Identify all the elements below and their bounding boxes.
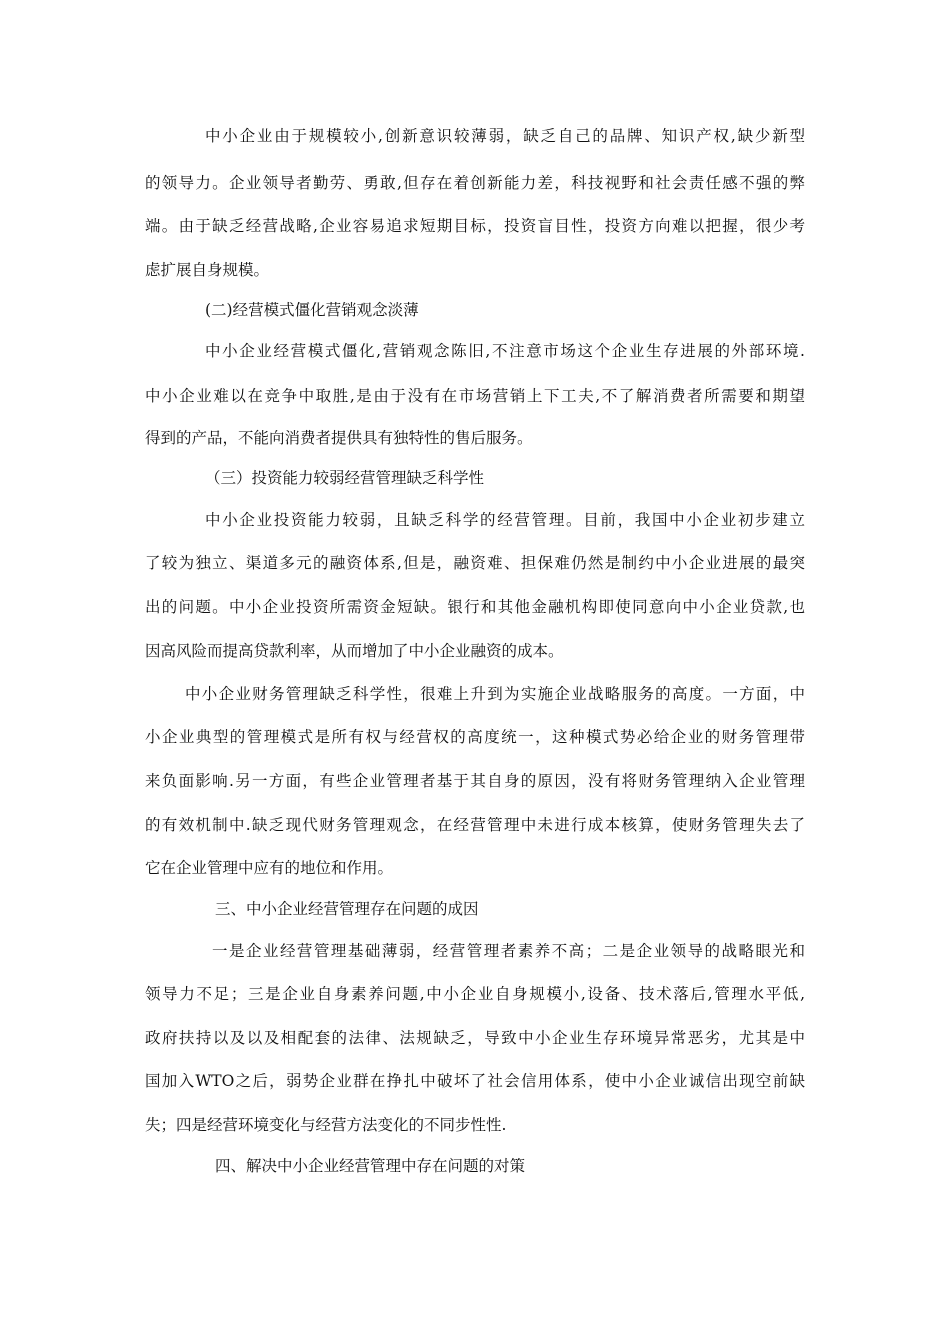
paragraph-1-line-4: 虑扩展自身规模。 bbox=[145, 261, 270, 279]
section-heading-three: 三、中小企业经营管理存在问题的成因 bbox=[215, 900, 479, 918]
paragraph-1-line-2: 的领导力。企业领导者勤劳、勇敢,但存在着创新能力差，科技视野和社会责任感不强的弊 bbox=[145, 174, 805, 192]
paragraph-5-line-1: 一是企业经营管理基础薄弱，经营管理者素养不高；二是企业领导的战略眼光和 bbox=[212, 942, 805, 960]
section-heading-2: (二)经营模式僵化营销观念淡薄 bbox=[205, 301, 419, 319]
paragraph-3-line-3: 出的问题。中小企业投资所需资金短缺。银行和其他金融机构即使同意向中小企业贷款,也 bbox=[145, 598, 805, 616]
paragraph-4-line-1: 中小企业财务管理缺乏科学性，很难上升到为实施企业战略服务的高度。一方面，中 bbox=[185, 685, 805, 703]
paragraph-4-line-3: 来负面影响.另一方面，有些企业管理者基于其自身的原因，没有将财务管理纳入企业管理 bbox=[145, 772, 805, 790]
section-heading-four: 四、解决中小企业经营管理中存在问题的对策 bbox=[215, 1157, 526, 1175]
paragraph-5-line-4: 国加入WTO之后，弱势企业群在挣扎中破坏了社会信用体系，使中小企业诚信出现空前缺 bbox=[145, 1072, 805, 1090]
paragraph-4-line-2: 小企业典型的管理模式是所有权与经营权的高度统一，这种模式势必给企业的财务管理带 bbox=[145, 728, 805, 746]
paragraph-2-line-3: 得到的产品，不能向消费者提供具有独特性的售后服务。 bbox=[145, 429, 533, 447]
paragraph-4-line-4: 的有效机制中.缺乏现代财务管理观念，在经营管理中未进行成本核算，使财务管理失去了 bbox=[145, 816, 805, 834]
paragraph-3-line-1: 中小企业投资能力较弱，且缺乏科学的经营管理。目前，我国中小企业初步建立 bbox=[205, 511, 805, 529]
paragraph-2-line-1: 中小企业经营模式僵化,营销观念陈旧,不注意市场这个企业生存进展的外部环境. bbox=[205, 342, 805, 360]
paragraph-3-line-4: 因高风险而提高贷款利率，从而增加了中小企业融资的成本。 bbox=[145, 642, 564, 660]
paragraph-4-line-5: 它在企业管理中应有的地位和作用。 bbox=[145, 859, 394, 877]
paragraph-5-line-2: 领导力不足；三是企业自身素养问题,中小企业自身规模小,设备、技术落后,管理水平低, bbox=[145, 985, 805, 1003]
paragraph-3-line-2: 了较为独立、渠道多元的融资体系,但是，融资难、担保难仍然是制约中小企业进展的最突 bbox=[145, 554, 805, 572]
paragraph-5-line-5: 失；四是经营环境变化与经营方法变化的不同步性性. bbox=[145, 1116, 507, 1134]
paragraph-1-line-1: 中小企业由于规模较小,创新意识较薄弱，缺乏自己的品牌、知识产权,缺少新型 bbox=[205, 127, 805, 145]
section-heading-3: （三）投资能力较弱经营管理缺乏科学性 bbox=[205, 469, 485, 487]
paragraph-2-line-2: 中小企业难以在竞争中取胜,是由于没有在市场营销上下工夫,不了解消费者所需要和期望 bbox=[145, 387, 805, 405]
paragraph-5-line-3: 政府扶持以及以及相配套的法律、法规缺乏，导致中小企业生存环境异常恶劣，尤其是中 bbox=[145, 1029, 805, 1047]
paragraph-1-line-3: 端。由于缺乏经营战略,企业容易追求短期目标，投资盲目性，投资方向难以把握，很少考 bbox=[145, 217, 805, 235]
